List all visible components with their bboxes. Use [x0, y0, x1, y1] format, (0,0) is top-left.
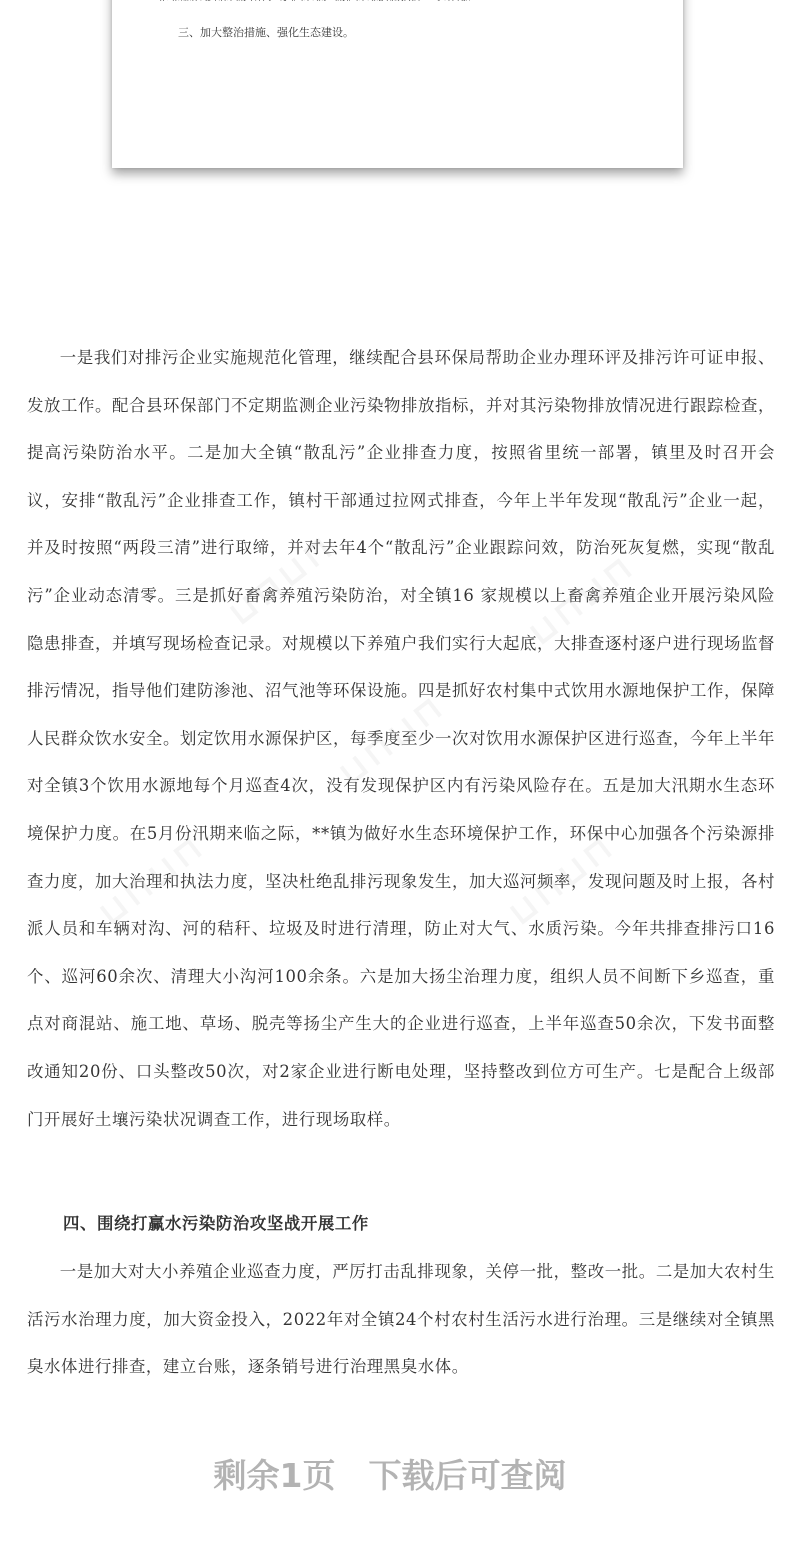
watermark-mark: ⊔⊓⊔⊓	[500, 825, 624, 935]
section-heading-4: 四、围绕打赢水污染防治攻坚战开展工作	[63, 1214, 369, 1233]
watermark-mark: ⊔⊓⊔⊓	[520, 545, 644, 655]
preview-text-line	[158, 0, 538, 1]
preview-heading: 三、加大整治措施、强化生态建设。	[178, 26, 354, 39]
document-preview-card	[112, 0, 683, 168]
body-paragraph-2: 一是加大对大小养殖企业巡查力度，严厉打击乱排现象，关停一批，整改一批。二是加大农村生活污水治理力度，加大资金投入，2022年对全镇24个村农村生活污水进行治理。三是继续对全镇黑臭水体进行排查，建立台账，逐条销号进行治理黑臭水体。	[27, 1262, 775, 1377]
watermark-mark: ⊔⊓⊔⊓	[220, 525, 344, 635]
watermark-mark: ⊔⊓⊔⊓	[330, 685, 454, 795]
download-to-read-button[interactable]: 剩余1页 下载后可查阅	[213, 1456, 567, 1495]
watermark-mark: ⊔⊓⊔⊓	[90, 825, 214, 935]
body-paragraph-1: 一是我们对排污企业实施规范化管理，继续配合县环保局帮助企业办理环评及排污许可证申报、发放工作。配合县环保部门不定期监测企业污染物排放指标，并对其污染物排放情况进行跟踪检查，提高污染防治水平。二是加大全镇“散乱污”企业排查力度，按照省里统一部署，镇里及时召开会议，安排“散乱污”企业排查工作，镇村干部通过拉网式排查，今年上半年发现“散乱污”企业一起，并及时按照“两段三清”进行取缔，并对去年4个“散乱污”企业跟踪问效，防治死灰复燃，实现“散乱污”企业动态清零。三是抓好畜禽养殖污染防治，对全镇16 家规模以上畜禽养殖企业开展污染风险隐患排查，并填写现场检查记录。对规模以下养殖户我们实行大起底，大排查逐村逐户进行现场监督排污情况，指导他们建防渗池、沼气池等环保设施。四是抓好农村集中式饮用水源地保护工作，保障人民群众饮水安全。划定饮用水源保护区，每季度至少一次对饮用水源保护区进行巡查，今年上半年对全镇3个饮用水源地每个月巡查4次，没有发现保护区内有污染风险存在。五是加大汛期水生态环境保护力度。在5月份汛期来临之际，**镇为做好水生态环境保护工作，环保中心加强各个污染源排查力度，加大治理和执法力度，坚决杜绝乱排污现象发生，加大巡河频率，发现问题及时上报，各村派人员和车辆对沟、河的秸秆、垃圾及时进行清理，防止对大气、水质污染。今年共排查排污口16个、巡河60余次、清理大小沟河100余条。六是加大扬尘治理力度，组织人员不间断下乡巡查，重点对商混站、施工地、草场、脱壳等扬尘产生大的企业进行巡查，上半年巡查50余次，下发书面整改通知20份、口头整改50次，对2家企业进行断电处理，坚持整改到位方可生产。七是配合上级部门开展好土壤污染状况调查工作，进行现场取样。	[27, 348, 775, 1129]
